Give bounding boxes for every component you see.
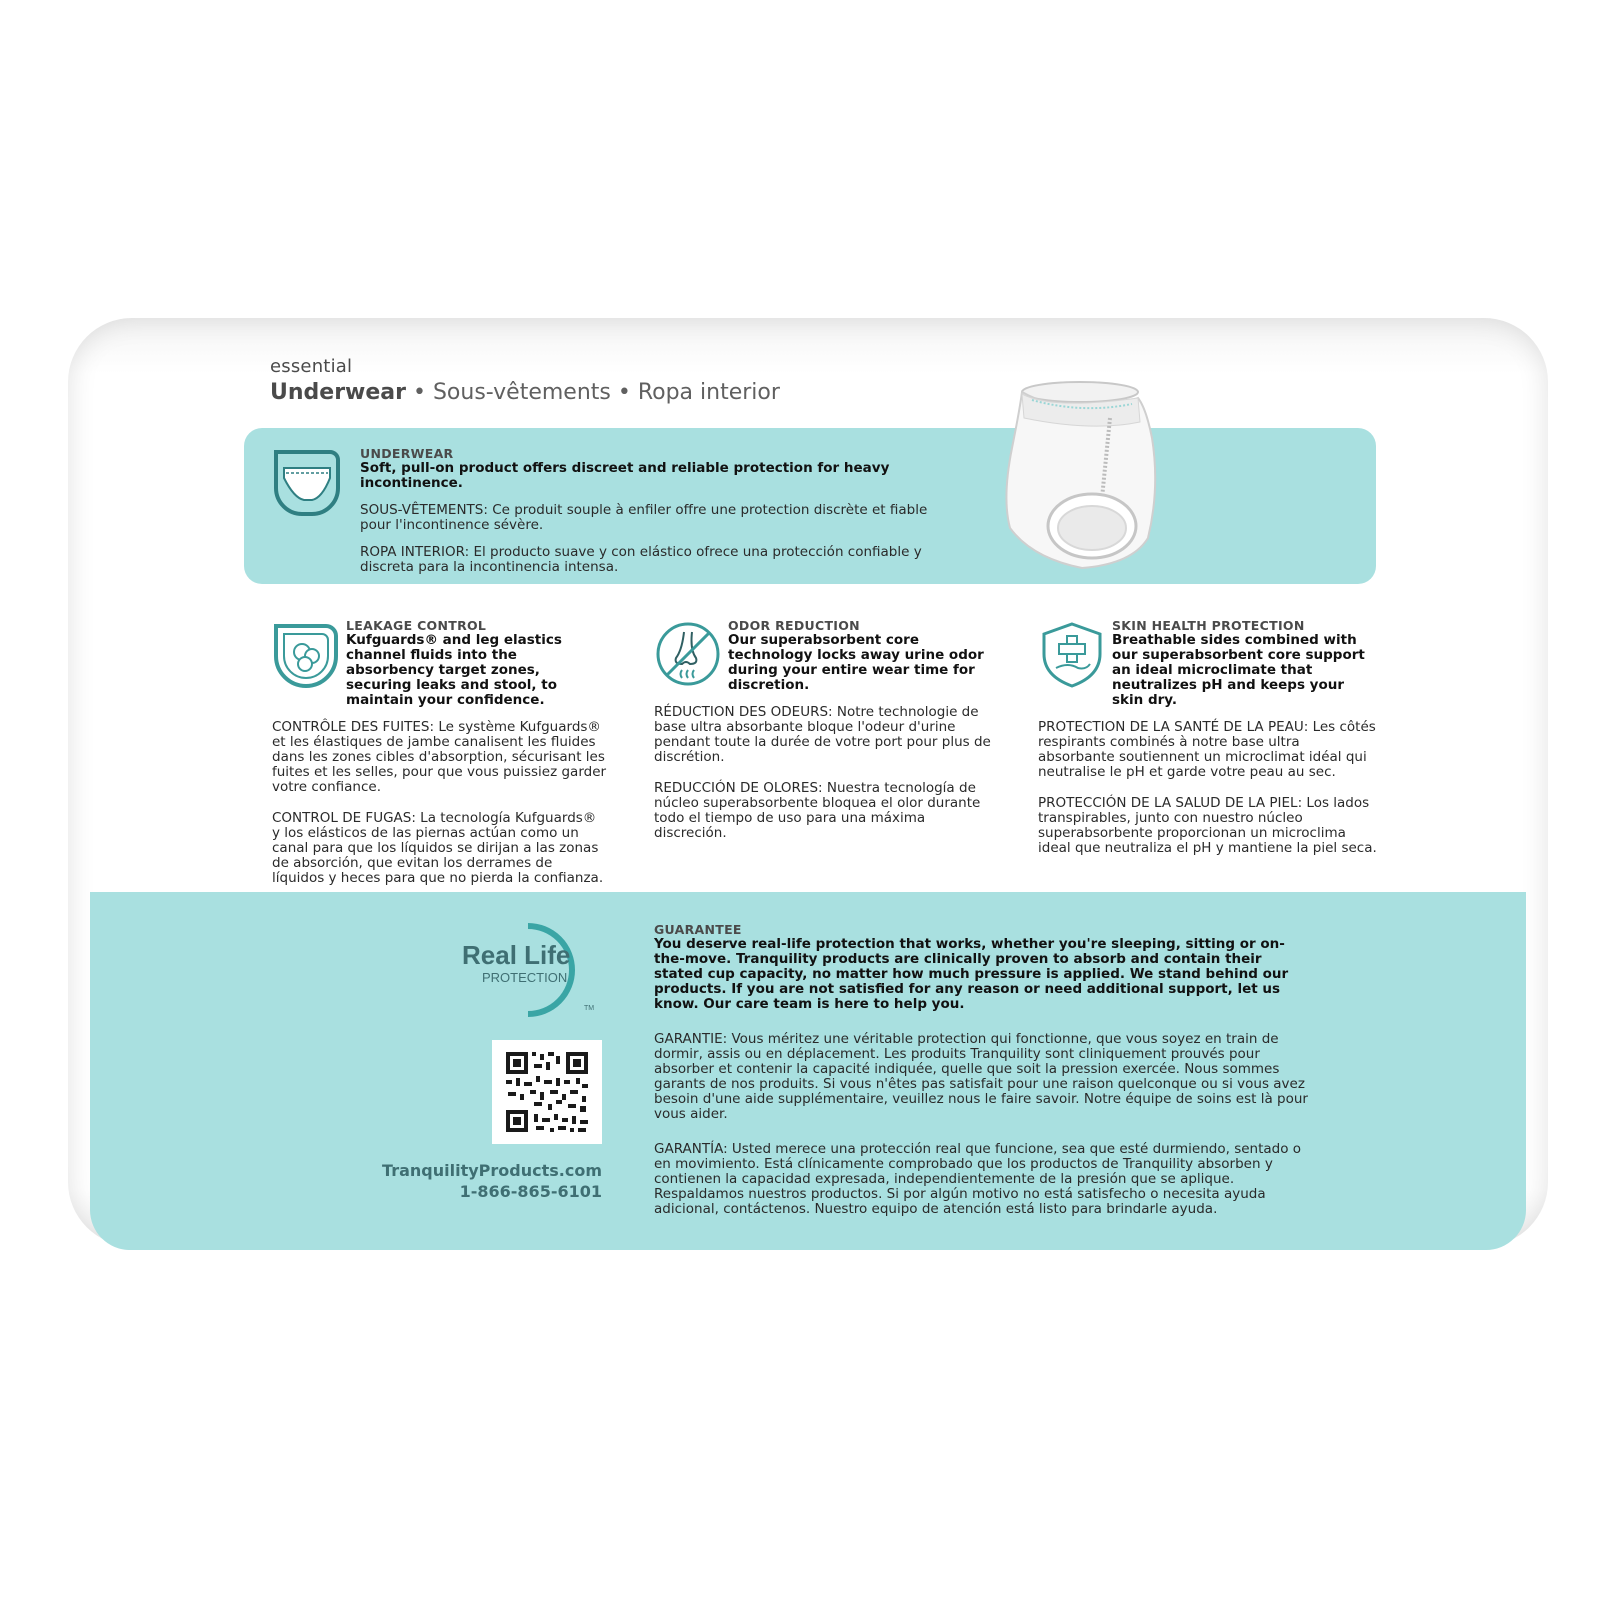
odor-nose-icon [654,620,722,688]
hero-french: SOUS-VÊTEMENTS: Ce produit souple à enfiler offre une protection discrète et fiable pour l'incontinence sévère. [360,502,928,533]
logo-tm: TM [584,1005,595,1012]
underwear-icon [272,448,342,516]
brand-essential: essential [270,356,353,377]
guarantee-french: GARANTIE: Vous méritez une véritable protection qui fonctionne, que vous soyez en train de dormir, assis ou en déplacement. Les produits Tranquility sont cliniquement prouvés pour absorber et contenir la capacité indiquée, quelle que soit la pression exercée. Nous sommes garants de nos produits. Si vous n'êtes pas satisfait pour une raison quelconque ou si vous avez besoin d'une aide supplémentaire, veuillez nous le faire savoir. Notre équipe de soins est là pour vous aider. [654,1031,1308,1122]
qr-code[interactable] [492,1040,602,1144]
feature-spanish: PROTECCIÓN DE LA SALUD DE LA PIEL: Los lados transpirables, junto con nuestro núcleo superabsorbente proporcionan un microclima ideal que neutraliza el pH y mantiene la piel seca. [1038,795,1377,856]
logo-line2: PROTECTION [482,970,568,985]
guarantee-english: You deserve real-life protection that works, whether you're sleeping, sitting or on-the-move. Tranquility products are clinically proven to absorb and contain their stated cup capacity, no matter how much pressure is applied. We stand behind our products. If you are not satisfied for any reason or need additional support, let us know. Our care team is here to help you. [654,936,1289,1012]
skin-health-shield-icon [1038,620,1106,688]
feature-spanish: REDUCCIÓN DE OLORES: Nuestra tecnología de núcleo superabsorbente bloquea el olor durante todo el tiempo de uso para una máxima discreción. [654,780,981,841]
feature-odor-reduction [654,618,994,841]
hero-english: Soft, pull-on product offers discreet and reliable protection for heavy incontinence. [360,460,890,491]
feature-spanish: CONTROL DE FUGAS: La tecnología Kufguards® y los elásticos de las piernas actúan como un canal para que los líquidos se dirijan a las zonas de absorción, que evitan los derrames de líquidos y heces para que no pierda la confianza. [272,810,604,886]
contact-info [340,1160,602,1202]
logo-line1: Real Life [462,940,571,970]
real-life-protection-logo [462,922,602,1018]
feature-label: LEAKAGE CONTROL [346,618,487,633]
phone-number[interactable]: 1-866-865-6101 [459,1182,602,1201]
product-image [992,378,1172,578]
feature-english: Kufguards® and leg elastics channel fluids into the absorbency target zones, securing leaks and stool, to maintain your confidence. [346,632,562,708]
feature-label: SKIN HEALTH PROTECTION [1112,618,1305,633]
feature-english: Our superabsorbent core technology locks away urine odor during your entire wear time for discretion. [728,632,984,693]
guarantee-section [654,922,1314,1237]
feature-french: PROTECTION DE LA SANTÉ DE LA PEAU: Les côtés respirants combinés à notre base ultra absorbante soutiennent un microclimat idéal qui neutralise le pH et garde votre peau au sec. [1038,719,1376,780]
guarantee-label: GUARANTEE [654,922,742,937]
title-separator: • [610,380,638,405]
feature-leakage-control [272,618,608,886]
title-english: Underwear [270,380,406,405]
guarantee-spanish: GARANTÍA: Usted merece una protección real que funcione, sea que esté durmiendo, sentado o en movimiento. Está clínicamente comprobado que los productos de Tranquility absorben y contienen la capacidad expresada, independientemente de la presión que se aplique. Respaldamos nuestros productos. Si por algún motivo no está satisfecho o necesita ayuda adicional, contáctenos. Nuestro equipo de atención está listo para brindarle ayuda. [654,1141,1302,1217]
feature-french: CONTRÔLE DES FUITES: Le système Kufguards® et les élastiques de jambe canalisent les fluides dans les zones cibles d'absorption, sécurisant les fuites et les selles, pour que vous puissiez garder votre confiance. [272,719,607,795]
title-french: Sous-vêtements [432,380,611,405]
hero-spanish: ROPA INTERIOR: El producto suave y con elástico ofrece una protección confiable y discreta para la incontinencia intensa. [360,544,922,575]
feature-label: ODOR REDUCTION [728,618,860,633]
website-link[interactable]: TranquilityProducts.com [382,1161,602,1180]
feature-french: RÉDUCTION DES ODEURS: Notre technologie de base ultra absorbante bloque l'odeur d'urine pendant toute la durée de votre port pour plus de discrétion. [654,704,991,765]
leakage-shield-icon [272,620,340,688]
title-spanish: Ropa interior [637,380,780,405]
title-separator: • [406,380,433,405]
feature-english: Breathable sides combined with our superabsorbent core support an ideal microclimate that neutralizes pH and keeps your skin dry. [1112,632,1365,708]
hero-label: UNDERWEAR [360,446,454,461]
hero-text [360,446,960,587]
feature-skin-health [1038,618,1378,856]
page-title [270,380,780,405]
